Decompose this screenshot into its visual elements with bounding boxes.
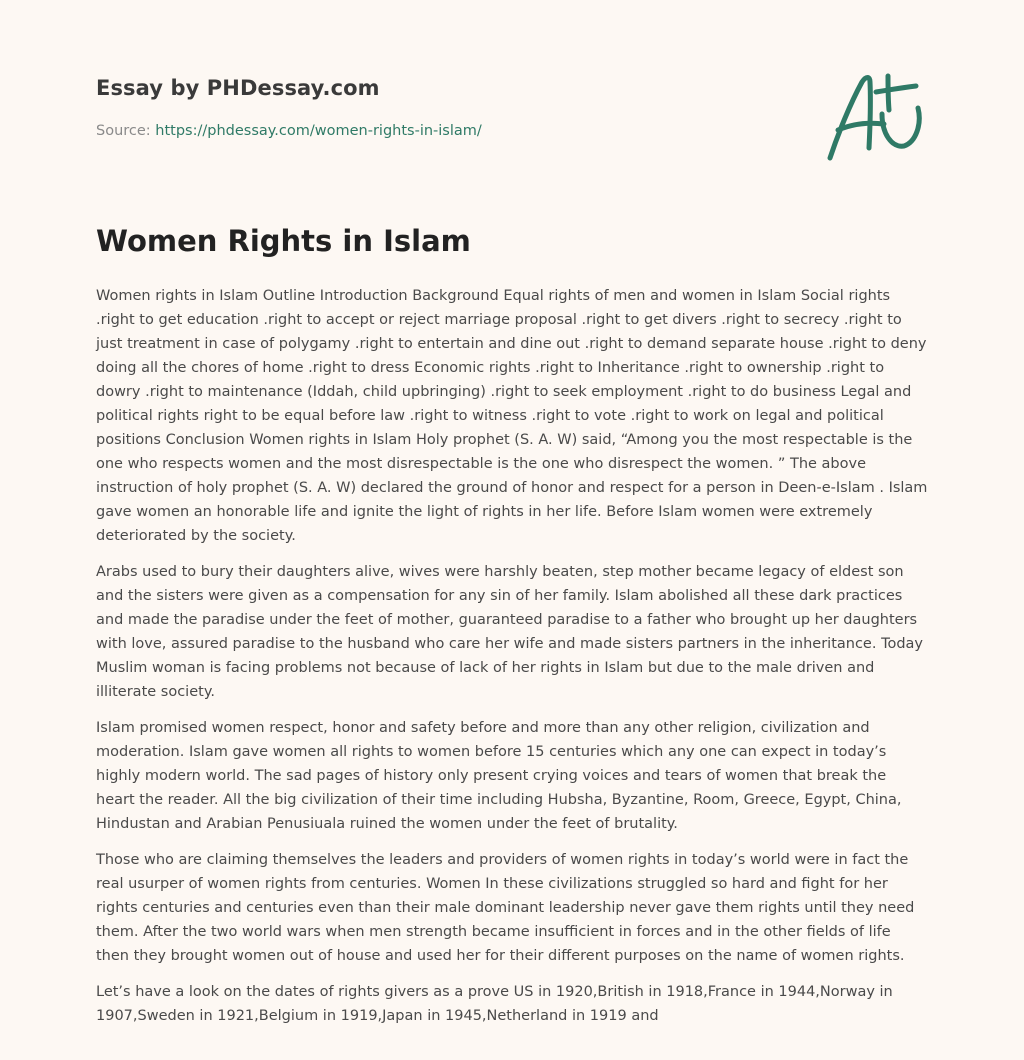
- essay-paragraph: Those who are claiming themselves the leaders and providers of women rights in today’s world were in fact the real usurper of women rights from centuries. Women In these civilizations struggled so hard and fight for her rights centuries and centuries even than their male dominant leadership never gave them rights until they need them. After the two world wars when men strength became insufficient in forces and in the other fields of life then they brought women out of house and used her for their different purposes on the name of women rights.: [96, 852, 915, 964]
- source-link[interactable]: https://phdessay.com/women-rights-in-islam/: [155, 123, 482, 139]
- a-plus-logo-icon: [824, 68, 928, 164]
- essay-paragraph: Arabs used to bury their daughters alive, wives were harshly beaten, step mother became legacy of eldest son and the sisters were given as a compensation for any sin of her family. Islam abolished all these dark practices and made the paradise under the feet of mother, guaranteed paradise to a father who brought up her daughters with love, assured paradise to the husband who care her wife and made sisters partners in the inheritance. Today Muslim woman is facing problems not because of lack of her rights in Islam but due to the male driven and illiterate society.: [96, 564, 924, 700]
- essay-paragraph: Women rights in Islam Outline Introduction Background Equal rights of men and women in Islam Social rights .right to get education .right to accept or reject marriage proposal .right to get divers .right to secrecy .right to just treatment in case of polygamy .right to entertain and dine out .right to demand separate house .right to deny doing all the chores of home .right to dress Economic rights .right to Inheritance .right to ownership .right to dowry .right to maintenance (Iddah, child upbringing) .right to seek employment .right to do business Legal and political rights right to be equal before law .right to witness .right to vote .right to work on legal and political positions Conclusion Women rights in Islam Holy prophet (S. A. W) said, “Among you the most respectable is the one who respects women and the most disrespectable is the one who disrespect the women. ” The above instruction of holy prophet (S. A. W) declared the ground of honor and respect for a person in Deen-e-Islam . Islam gave women an honorable life and ignite the light of rights in her life. Before Islam women were extremely deteriorated by the society.: [96, 288, 928, 544]
- essay-paragraph: Let’s have a look on the dates of rights givers as a prove US in 1920,British in 1918,France in 1944,Norway in 1907,Sweden in 1921,Belgium in 1919,Japan in 1945,Netherland in 1919 and: [96, 984, 893, 1024]
- essay-body: [96, 284, 928, 1040]
- source-line: [96, 123, 482, 139]
- source-label: Source:: [96, 123, 156, 139]
- essay-title: Women Rights in Islam: [96, 224, 471, 258]
- essay-paragraph: Islam promised women respect, honor and safety before and more than any other religion, civilization and moderation. Islam gave women all rights to women before 15 centuries which any one can expect in today’s highly modern world. The sad pages of history only present crying voices and tears of women that break the heart the reader. All the big civilization of their time including Hubsha, Byzantine, Room, Greece, Egypt, China, Hindustan and Arabian Penusiuala ruined the women under the feet of brutality.: [96, 720, 902, 832]
- site-brand-title: Essay by PHDessay.com: [96, 76, 380, 100]
